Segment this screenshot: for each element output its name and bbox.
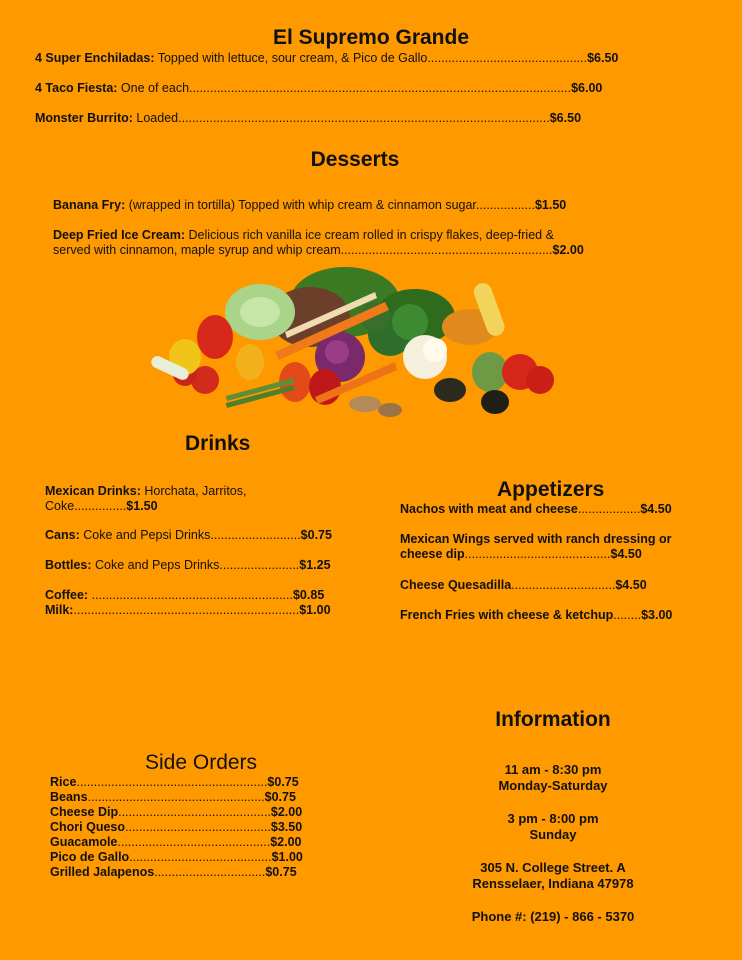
specials-item-enchiladas: 4 Super Enchiladas: Topped with lettuce, sour cream, & Pico de Gallo..............................................$6.50 [35, 51, 619, 65]
item-name: Nachos with meat and cheese [400, 502, 578, 516]
item-name: Chori Queso [50, 820, 126, 834]
drink-item-bottles: Bottles: Coke and Peps Drinks.......................$1.25 [45, 558, 331, 572]
item-price: $1.50 [126, 499, 158, 513]
drinks-title: Drinks [185, 432, 251, 455]
hours-sunday-time: 3 pm - 8:00 pm [507, 811, 599, 826]
item-name: Cheese Dip [50, 805, 119, 819]
side-item-pico: Pico de Gallo.........................................$1.00 [50, 850, 303, 864]
specials-item-monster-burrito: Monster Burrito: Loaded...........................................................................................................$6.50 [35, 111, 582, 125]
item-name: Beans [50, 790, 88, 804]
item-price: $3.00 [641, 608, 673, 622]
drink-item-coffee: Coffee: ..........................................................$0.85 [45, 588, 325, 602]
item-name: Monster Burrito: [35, 111, 133, 125]
address-line1: 305 N. College Street. A [480, 860, 626, 875]
hours-sunday-days: Sunday [529, 827, 577, 842]
item-name: 4 Taco Fiesta: [35, 81, 118, 95]
item-price: $0.75 [267, 775, 299, 789]
address-line2: Rensselaer, Indiana 47978 [472, 876, 634, 891]
drink-item-mexican [45, 484, 385, 499]
item-name: Rice [50, 775, 77, 789]
item-name: Deep Fried Ice Cream: [53, 228, 185, 242]
item-desc: Horchata, Jarritos, [144, 484, 247, 498]
item-name: Cans: [45, 528, 80, 542]
item-price: $1.00 [299, 603, 331, 617]
item-name: Mexican Wings served with ranch dressing or [400, 532, 672, 546]
item-name: French Fries with cheese & ketchup [400, 608, 614, 622]
item-desc: served with cinnamon, maple syrup and whip cream [53, 243, 341, 257]
item-name: Milk: [45, 603, 74, 617]
item-price: $3.50 [270, 820, 303, 834]
item-price: $4.50 [610, 547, 642, 561]
appetizers-title: Appetizers [497, 478, 605, 501]
item-name: 4 Super Enchiladas: [35, 51, 155, 65]
item-desc: One of each [120, 81, 190, 95]
item-price: $6.50 [549, 111, 582, 125]
item-name: Mexican Drinks: [45, 484, 141, 498]
item-name: Coffee: [45, 588, 89, 602]
side-item-beans: Beans...................................................$0.75 [50, 790, 296, 804]
appetizer-item-quesadilla: Cheese Quesadilla..............................$4.50 [400, 578, 647, 592]
item-name: Pico de Gallo [50, 850, 130, 864]
dessert-item-banana-fry: Banana Fry: (wrapped in tortilla) Topped with whip cream & cinnamon sugar.................$1.50 [53, 198, 567, 212]
specials-title: El Supremo Grande [272, 26, 470, 49]
item-price: $0.75 [264, 790, 296, 804]
item-desc: Loaded [136, 111, 179, 125]
side-item-guacamole: Guacamole............................................$2.00 [50, 835, 302, 849]
hours-weekday-time: 11 am - 8:30 pm [504, 762, 602, 777]
drink-item-milk: Milk:.................................................................$1.00 [45, 603, 331, 617]
item-price: $2.00 [270, 835, 302, 849]
dessert-item-ice-cream [53, 228, 683, 243]
item-name: Banana Fry: [53, 198, 126, 212]
appetizer-item-nachos: Nachos with meat and cheese..................$4.50 [400, 502, 672, 516]
side-item-rice: Rice.......................................................$0.75 [50, 775, 299, 789]
item-name: Grilled Jalapenos [50, 865, 155, 879]
item-price: $1.00 [271, 850, 303, 864]
item-name: cheese dip [400, 547, 465, 561]
phone-number: Phone #: (219) - 866 - 5370 [471, 909, 635, 924]
item-name: Guacamole [50, 835, 118, 849]
vegetables-illustration-icon [145, 262, 565, 424]
side-item-chori-queso: Chori Queso..........................................$3.50 [50, 820, 303, 834]
item-desc: Delicious rich vanilla ice cream rolled in crispy flakes, deep-fried & [188, 228, 554, 242]
information-title: Information [495, 708, 611, 731]
item-name: Bottles: [45, 558, 92, 572]
item-price: $1.50 [534, 198, 567, 212]
item-desc: (wrapped in tortilla) Topped with whip cream & cinnamon sugar [128, 198, 476, 212]
item-desc: Coke and Peps Drinks [95, 558, 220, 572]
appetizer-item-fries: French Fries with cheese & ketchup........$3.00 [400, 608, 673, 622]
sides-list [50, 775, 350, 880]
item-desc: Topped with lettuce, sour cream, & Pico de Gallo [157, 51, 428, 65]
desserts-title: Desserts [310, 148, 400, 171]
item-price: $6.00 [571, 81, 603, 95]
side-item-cheese-dip: Cheese Dip............................................$2.00 [50, 805, 303, 819]
side-item-jalapenos: Grilled Jalapenos................................$0.75 [50, 865, 297, 879]
hours-weekday-days: Monday-Saturday [498, 778, 608, 793]
item-price: $0.75 [265, 865, 297, 879]
item-name: Cheese Quesadilla [400, 578, 512, 592]
appetizer-item-wings [400, 532, 720, 547]
item-price: $1.25 [299, 558, 331, 572]
appetizer-item-wings-line2: cheese dip..........................................$4.50 [400, 547, 642, 561]
item-price: $4.50 [615, 578, 647, 592]
item-price: $2.00 [270, 805, 303, 819]
drink-item-cans: Cans: Coke and Pepsi Drinks..........................$0.75 [45, 528, 332, 542]
item-price: $2.00 [552, 243, 584, 257]
item-desc: Coke [45, 499, 75, 513]
item-price: $4.50 [640, 502, 672, 516]
specials-item-taco-fiesta: 4 Taco Fiesta: One of each..............................................................................................................$6.00 [35, 81, 603, 95]
item-price: $0.85 [292, 588, 325, 602]
information-section [433, 708, 673, 925]
item-price: $0.75 [300, 528, 332, 542]
sides-title: Side Orders [145, 751, 258, 774]
dessert-item-ice-cream-line2: served with cinnamon, maple syrup and whip cream.............................................................$2.00 [53, 243, 584, 257]
drink-item-mexican-line2: Coke...............$1.50 [45, 499, 158, 513]
item-price: $6.50 [587, 51, 619, 65]
item-desc: Coke and Pepsi Drinks [83, 528, 211, 542]
